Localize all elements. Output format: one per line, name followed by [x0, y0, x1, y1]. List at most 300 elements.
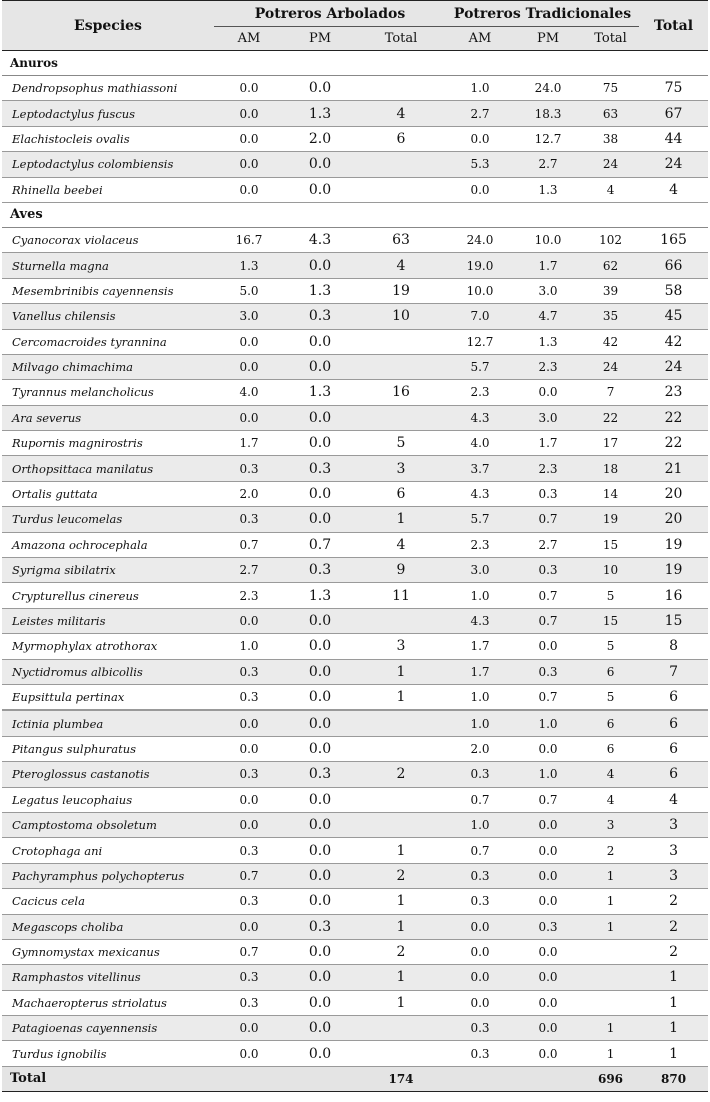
- cell-am-tradicionales: 2.7: [446, 101, 514, 126]
- table-row: [2, 152, 708, 177]
- cell-am-arbolados: 0.7: [214, 532, 284, 557]
- cell-species: Mesembrinibis cayennensis: [2, 278, 214, 303]
- cell-total: 3: [639, 863, 708, 888]
- cell-total: 67: [639, 101, 708, 126]
- cell-total: 44: [639, 126, 708, 151]
- cell-pm-arbolados: 0.0: [284, 405, 356, 430]
- cell-total-arbolados: [356, 787, 446, 812]
- cell-am-tradicionales: 0.0: [446, 939, 514, 964]
- cell-species: Cercomacroides tyrannina: [2, 329, 214, 354]
- cell-total-arbolados: 16: [356, 380, 446, 405]
- cell-total: 23: [639, 380, 708, 405]
- cell-am-arbolados: 0.0: [214, 405, 284, 430]
- cell-pm-arbolados: 0.0: [284, 253, 356, 278]
- cell-total-arbolados: 63: [356, 227, 446, 252]
- cell-pm-tradicionales: 0.0: [514, 380, 582, 405]
- header-total: Total: [639, 1, 708, 51]
- header-total-tradicionales: Total: [582, 27, 639, 51]
- cell-total: 3: [639, 812, 708, 837]
- table-row: [2, 101, 708, 126]
- table-row: [2, 965, 708, 990]
- cell-total: 42: [639, 329, 708, 354]
- cell-total: 24: [639, 354, 708, 379]
- cell-pm-tradicionales: 0.3: [514, 558, 582, 583]
- cell-pm-tradicionales: 0.0: [514, 965, 582, 990]
- cell-species: Camptostoma obsoletum: [2, 812, 214, 837]
- cell-am-arbolados: 0.0: [214, 787, 284, 812]
- cell-am-arbolados: 0.0: [214, 126, 284, 151]
- cell-species: Tyrannus melancholicus: [2, 380, 214, 405]
- cell-am-tradicionales: 2.3: [446, 380, 514, 405]
- cell-species: Leistes militaris: [2, 608, 214, 633]
- table-row: [2, 278, 708, 303]
- cell-total-tradicionales: 1: [582, 914, 639, 939]
- cell-am-arbolados: 0.0: [214, 177, 284, 202]
- cell-species: Pteroglossus castanotis: [2, 762, 214, 787]
- cell-am-arbolados: 1.7: [214, 431, 284, 456]
- cell-am-tradicionales: 24.0: [446, 227, 514, 252]
- cell-total-tradicionales: 75: [582, 76, 639, 101]
- cell-pm-tradicionales: 3.0: [514, 405, 582, 430]
- table-row: [2, 608, 708, 633]
- cell-total-arbolados: 1: [356, 914, 446, 939]
- cell-am-arbolados: 4.0: [214, 380, 284, 405]
- cell-am-tradicionales: 5.7: [446, 354, 514, 379]
- cell-pm-arbolados: 0.3: [284, 456, 356, 481]
- cell-species: Leptodactylus fuscus: [2, 101, 214, 126]
- cell-total: 165: [639, 227, 708, 252]
- cell-pm-arbolados: 0.0: [284, 965, 356, 990]
- cell-total: 4: [639, 787, 708, 812]
- cell-total-arbolados: [356, 354, 446, 379]
- table-row: [2, 634, 708, 659]
- cell-total-tradicionales: [582, 990, 639, 1015]
- table-row: [2, 659, 708, 684]
- table-row: [2, 736, 708, 761]
- cell-am-arbolados: 0.0: [214, 152, 284, 177]
- cell-pm-tradicionales: 2.3: [514, 456, 582, 481]
- cell-am-arbolados: 1.3: [214, 253, 284, 278]
- cell-total-arbolados: 5: [356, 431, 446, 456]
- cell-species: Ara severus: [2, 405, 214, 430]
- cell-total-arbolados: [356, 329, 446, 354]
- cell-total: 22: [639, 431, 708, 456]
- cell-total: 6: [639, 710, 708, 736]
- cell-am-tradicionales: 0.3: [446, 889, 514, 914]
- cell-species: Eupsittula pertinax: [2, 684, 214, 710]
- cell-pm-arbolados: 4.3: [284, 227, 356, 252]
- header-pm-arbolados: PM: [284, 27, 356, 51]
- cell-pm-arbolados: 0.7: [284, 532, 356, 557]
- cell-species: Ortalis guttata: [2, 481, 214, 506]
- total-grand: 870: [639, 1066, 708, 1091]
- cell-total-arbolados: 3: [356, 456, 446, 481]
- cell-total: 6: [639, 762, 708, 787]
- cell-total-arbolados: 4: [356, 101, 446, 126]
- cell-total-tradicionales: 63: [582, 101, 639, 126]
- cell-species: Cacicus cela: [2, 889, 214, 914]
- cell-species: Myrmophylax atrothorax: [2, 634, 214, 659]
- cell-pm-arbolados: 0.0: [284, 736, 356, 761]
- cell-pm-tradicionales: 0.0: [514, 736, 582, 761]
- cell-species: Vanellus chilensis: [2, 304, 214, 329]
- cell-am-tradicionales: 4.3: [446, 405, 514, 430]
- cell-total-arbolados: 6: [356, 481, 446, 506]
- cell-total-tradicionales: 22: [582, 405, 639, 430]
- cell-total: 1: [639, 965, 708, 990]
- cell-am-tradicionales: 4.0: [446, 431, 514, 456]
- cell-pm-arbolados: 0.0: [284, 1041, 356, 1066]
- cell-am-tradicionales: 5.7: [446, 507, 514, 532]
- cell-am-arbolados: 0.0: [214, 1041, 284, 1066]
- table-row: [2, 990, 708, 1015]
- cell-pm-arbolados: 0.0: [284, 481, 356, 506]
- cell-total: 2: [639, 889, 708, 914]
- cell-total: 2: [639, 939, 708, 964]
- cell-am-tradicionales: 7.0: [446, 304, 514, 329]
- cell-am-arbolados: 0.0: [214, 736, 284, 761]
- table-row: [2, 684, 708, 710]
- table-row: [2, 762, 708, 787]
- cell-am-tradicionales: 1.7: [446, 634, 514, 659]
- cell-pm-tradicionales: 0.3: [514, 914, 582, 939]
- cell-total-arbolados: [356, 812, 446, 837]
- cell-pm-arbolados: 0.0: [284, 177, 356, 202]
- cell-total: 8: [639, 634, 708, 659]
- cell-am-tradicionales: 0.0: [446, 177, 514, 202]
- cell-pm-arbolados: 0.0: [284, 939, 356, 964]
- cell-am-arbolados: 0.7: [214, 939, 284, 964]
- section-title: Anuros: [2, 51, 708, 76]
- cell-species: Orthopsittaca manilatus: [2, 456, 214, 481]
- total-label: Total: [2, 1066, 214, 1091]
- cell-total-tradicionales: 4: [582, 762, 639, 787]
- cell-total-tradicionales: 102: [582, 227, 639, 252]
- cell-am-tradicionales: 0.0: [446, 914, 514, 939]
- table-row: [2, 812, 708, 837]
- cell-total-tradicionales: 6: [582, 710, 639, 736]
- cell-am-arbolados: 0.3: [214, 684, 284, 710]
- table-row: [2, 939, 708, 964]
- cell-pm-arbolados: 0.0: [284, 634, 356, 659]
- cell-species: Legatus leucophaius: [2, 787, 214, 812]
- cell-species: Megascops choliba: [2, 914, 214, 939]
- cell-pm-arbolados: 0.0: [284, 710, 356, 736]
- total-am-tradicionales: [446, 1066, 514, 1091]
- cell-total-tradicionales: 1: [582, 1016, 639, 1041]
- header-potreros-tradicionales: Potreros Tradicionales: [446, 1, 639, 27]
- cell-total: 45: [639, 304, 708, 329]
- cell-pm-arbolados: 0.0: [284, 152, 356, 177]
- cell-total: 4: [639, 177, 708, 202]
- cell-total-tradicionales: 14: [582, 481, 639, 506]
- cell-total-arbolados: 4: [356, 532, 446, 557]
- cell-am-tradicionales: 1.0: [446, 684, 514, 710]
- cell-am-arbolados: 0.0: [214, 76, 284, 101]
- cell-total-arbolados: [356, 1016, 446, 1041]
- table-row: [2, 838, 708, 863]
- section-row: [2, 202, 708, 227]
- cell-pm-arbolados: 0.0: [284, 354, 356, 379]
- total-pm-arbolados: [284, 1066, 356, 1091]
- cell-am-arbolados: 0.0: [214, 101, 284, 126]
- cell-pm-arbolados: 0.0: [284, 838, 356, 863]
- cell-total-tradicionales: 18: [582, 456, 639, 481]
- cell-total-tradicionales: 4: [582, 787, 639, 812]
- header-potreros-arbolados: Potreros Arbolados: [214, 1, 446, 27]
- header-am-arbolados: AM: [214, 27, 284, 51]
- cell-pm-arbolados: 0.0: [284, 76, 356, 101]
- cell-total-tradicionales: 17: [582, 431, 639, 456]
- cell-total-arbolados: 19: [356, 278, 446, 303]
- cell-pm-arbolados: 0.0: [284, 1016, 356, 1041]
- cell-species: Gymnomystax mexicanus: [2, 939, 214, 964]
- table-row: [2, 456, 708, 481]
- cell-am-tradicionales: 19.0: [446, 253, 514, 278]
- total-pm-tradicionales: [514, 1066, 582, 1091]
- cell-total-arbolados: [356, 710, 446, 736]
- cell-species: Milvago chimachima: [2, 354, 214, 379]
- cell-total-tradicionales: 10: [582, 558, 639, 583]
- cell-pm-tradicionales: 0.7: [514, 608, 582, 633]
- table-row: [2, 329, 708, 354]
- cell-species: Ramphastos vitellinus: [2, 965, 214, 990]
- cell-am-arbolados: 2.7: [214, 558, 284, 583]
- cell-am-arbolados: 0.0: [214, 329, 284, 354]
- cell-am-arbolados: 0.7: [214, 863, 284, 888]
- cell-species: Crypturellus cinereus: [2, 583, 214, 608]
- cell-species: Nyctidromus albicollis: [2, 659, 214, 684]
- cell-am-arbolados: 0.3: [214, 456, 284, 481]
- cell-total: 75: [639, 76, 708, 101]
- cell-total-arbolados: 1: [356, 507, 446, 532]
- cell-pm-tradicionales: 1.3: [514, 177, 582, 202]
- cell-total: 66: [639, 253, 708, 278]
- cell-am-tradicionales: 3.7: [446, 456, 514, 481]
- cell-pm-tradicionales: 0.0: [514, 1041, 582, 1066]
- cell-total-tradicionales: 5: [582, 634, 639, 659]
- cell-am-tradicionales: 0.3: [446, 1041, 514, 1066]
- cell-total-arbolados: 4: [356, 253, 446, 278]
- cell-total-arbolados: [356, 177, 446, 202]
- section-row: [2, 51, 708, 76]
- cell-pm-arbolados: 0.0: [284, 431, 356, 456]
- cell-total: 21: [639, 456, 708, 481]
- cell-pm-arbolados: 2.0: [284, 126, 356, 151]
- cell-am-tradicionales: 3.0: [446, 558, 514, 583]
- cell-total-tradicionales: 7: [582, 380, 639, 405]
- cell-pm-tradicionales: 4.7: [514, 304, 582, 329]
- cell-total: 1: [639, 1041, 708, 1066]
- cell-total-arbolados: [356, 152, 446, 177]
- cell-total: 20: [639, 481, 708, 506]
- cell-total: 6: [639, 684, 708, 710]
- cell-pm-tradicionales: 0.7: [514, 583, 582, 608]
- table-row: [2, 863, 708, 888]
- cell-total-tradicionales: 24: [582, 354, 639, 379]
- cell-total-arbolados: 3: [356, 634, 446, 659]
- cell-pm-arbolados: 0.0: [284, 863, 356, 888]
- table-row: [2, 431, 708, 456]
- table-row: [2, 405, 708, 430]
- cell-total-tradicionales: 42: [582, 329, 639, 354]
- cell-pm-tradicionales: 2.3: [514, 354, 582, 379]
- cell-pm-tradicionales: 0.0: [514, 634, 582, 659]
- cell-total-arbolados: 1: [356, 659, 446, 684]
- table-row: [2, 583, 708, 608]
- table-row: [2, 126, 708, 151]
- cell-total-tradicionales: 3: [582, 812, 639, 837]
- cell-total: 58: [639, 278, 708, 303]
- cell-total-tradicionales: 15: [582, 608, 639, 633]
- table-row: [2, 710, 708, 736]
- cell-am-tradicionales: 4.3: [446, 481, 514, 506]
- cell-am-arbolados: 0.0: [214, 354, 284, 379]
- cell-total: 1: [639, 1016, 708, 1041]
- cell-am-tradicionales: 2.0: [446, 736, 514, 761]
- cell-species: Rhinella beebei: [2, 177, 214, 202]
- cell-am-arbolados: 1.0: [214, 634, 284, 659]
- cell-total-tradicionales: 4: [582, 177, 639, 202]
- table-row: [2, 507, 708, 532]
- cell-pm-tradicionales: 0.0: [514, 838, 582, 863]
- cell-total: 3: [639, 838, 708, 863]
- header-species: Especies: [2, 1, 214, 51]
- cell-pm-arbolados: 0.0: [284, 608, 356, 633]
- cell-am-arbolados: 3.0: [214, 304, 284, 329]
- cell-am-tradicionales: 1.0: [446, 76, 514, 101]
- cell-pm-tradicionales: 1.7: [514, 253, 582, 278]
- cell-pm-tradicionales: 0.0: [514, 1016, 582, 1041]
- cell-total-tradicionales: 38: [582, 126, 639, 151]
- cell-total-arbolados: 1: [356, 990, 446, 1015]
- cell-total-arbolados: 2: [356, 863, 446, 888]
- cell-total-arbolados: [356, 1041, 446, 1066]
- cell-total-tradicionales: 5: [582, 583, 639, 608]
- table-row: [2, 787, 708, 812]
- cell-pm-tradicionales: 1.0: [514, 762, 582, 787]
- cell-pm-tradicionales: 10.0: [514, 227, 582, 252]
- cell-total-tradicionales: 39: [582, 278, 639, 303]
- cell-am-arbolados: 0.3: [214, 507, 284, 532]
- cell-pm-arbolados: 0.0: [284, 990, 356, 1015]
- cell-total-tradicionales: 19: [582, 507, 639, 532]
- table-row: [2, 532, 708, 557]
- cell-total-tradicionales: 15: [582, 532, 639, 557]
- cell-pm-tradicionales: 3.0: [514, 278, 582, 303]
- cell-pm-tradicionales: 0.0: [514, 863, 582, 888]
- table-body: [2, 51, 708, 1067]
- cell-total-tradicionales: 35: [582, 304, 639, 329]
- cell-species: Elachistocleis ovalis: [2, 126, 214, 151]
- cell-pm-tradicionales: 0.3: [514, 659, 582, 684]
- cell-species: Turdus leucomelas: [2, 507, 214, 532]
- cell-total-tradicionales: 62: [582, 253, 639, 278]
- cell-species: Syrigma sibilatrix: [2, 558, 214, 583]
- total-arbolados: 174: [356, 1066, 446, 1091]
- cell-total-tradicionales: [582, 939, 639, 964]
- cell-am-tradicionales: 0.3: [446, 1016, 514, 1041]
- table-row: [2, 177, 708, 202]
- cell-pm-tradicionales: 0.0: [514, 990, 582, 1015]
- cell-species: Amazona ochrocephala: [2, 532, 214, 557]
- header-am-tradicionales: AM: [446, 27, 514, 51]
- cell-am-arbolados: 0.3: [214, 659, 284, 684]
- cell-species: Cyanocorax violaceus: [2, 227, 214, 252]
- total-am-arbolados: [214, 1066, 284, 1091]
- cell-pm-arbolados: 0.0: [284, 329, 356, 354]
- cell-pm-arbolados: 0.0: [284, 659, 356, 684]
- cell-total-tradicionales: 24: [582, 152, 639, 177]
- cell-am-tradicionales: 12.7: [446, 329, 514, 354]
- cell-total-tradicionales: 1: [582, 889, 639, 914]
- cell-total: 22: [639, 405, 708, 430]
- cell-am-tradicionales: 1.7: [446, 659, 514, 684]
- cell-pm-tradicionales: 2.7: [514, 532, 582, 557]
- cell-pm-tradicionales: 0.7: [514, 684, 582, 710]
- cell-species: Pitangus sulphuratus: [2, 736, 214, 761]
- cell-am-arbolados: 0.3: [214, 838, 284, 863]
- cell-total: 7: [639, 659, 708, 684]
- cell-am-tradicionales: 1.0: [446, 710, 514, 736]
- table-row: [2, 1041, 708, 1066]
- cell-pm-tradicionales: 12.7: [514, 126, 582, 151]
- cell-total: 19: [639, 558, 708, 583]
- cell-total-tradicionales: [582, 965, 639, 990]
- cell-am-tradicionales: 0.3: [446, 863, 514, 888]
- cell-total-arbolados: 10: [356, 304, 446, 329]
- species-table: [2, 0, 708, 1092]
- cell-total: 2: [639, 914, 708, 939]
- cell-am-tradicionales: 2.3: [446, 532, 514, 557]
- cell-am-arbolados: 0.3: [214, 990, 284, 1015]
- cell-am-arbolados: 0.0: [214, 710, 284, 736]
- cell-pm-tradicionales: 0.0: [514, 939, 582, 964]
- cell-pm-arbolados: 1.3: [284, 583, 356, 608]
- cell-am-tradicionales: 10.0: [446, 278, 514, 303]
- cell-pm-tradicionales: 24.0: [514, 76, 582, 101]
- cell-am-tradicionales: 0.7: [446, 838, 514, 863]
- cell-total-tradicionales: 2: [582, 838, 639, 863]
- cell-species: Crotophaga ani: [2, 838, 214, 863]
- cell-am-tradicionales: 0.7: [446, 787, 514, 812]
- table-row: [2, 304, 708, 329]
- cell-pm-arbolados: 0.0: [284, 507, 356, 532]
- cell-total-arbolados: 9: [356, 558, 446, 583]
- cell-pm-tradicionales: 0.0: [514, 889, 582, 914]
- cell-am-tradicionales: 0.0: [446, 126, 514, 151]
- cell-total-arbolados: 2: [356, 762, 446, 787]
- section-title: Aves: [2, 202, 708, 227]
- cell-am-arbolados: 2.0: [214, 481, 284, 506]
- cell-total-tradicionales: 6: [582, 659, 639, 684]
- cell-species: Machaeropterus striolatus: [2, 990, 214, 1015]
- cell-am-tradicionales: 5.3: [446, 152, 514, 177]
- cell-pm-arbolados: 1.3: [284, 380, 356, 405]
- table-row: [2, 76, 708, 101]
- table-row: [2, 889, 708, 914]
- table-row: [2, 1016, 708, 1041]
- cell-pm-arbolados: 1.3: [284, 278, 356, 303]
- cell-total-arbolados: 2: [356, 939, 446, 964]
- cell-total-arbolados: 1: [356, 889, 446, 914]
- cell-pm-tradicionales: 0.0: [514, 812, 582, 837]
- cell-total-arbolados: 11: [356, 583, 446, 608]
- cell-pm-tradicionales: 1.3: [514, 329, 582, 354]
- cell-total-tradicionales: 5: [582, 684, 639, 710]
- cell-pm-tradicionales: 0.7: [514, 787, 582, 812]
- cell-pm-arbolados: 0.3: [284, 558, 356, 583]
